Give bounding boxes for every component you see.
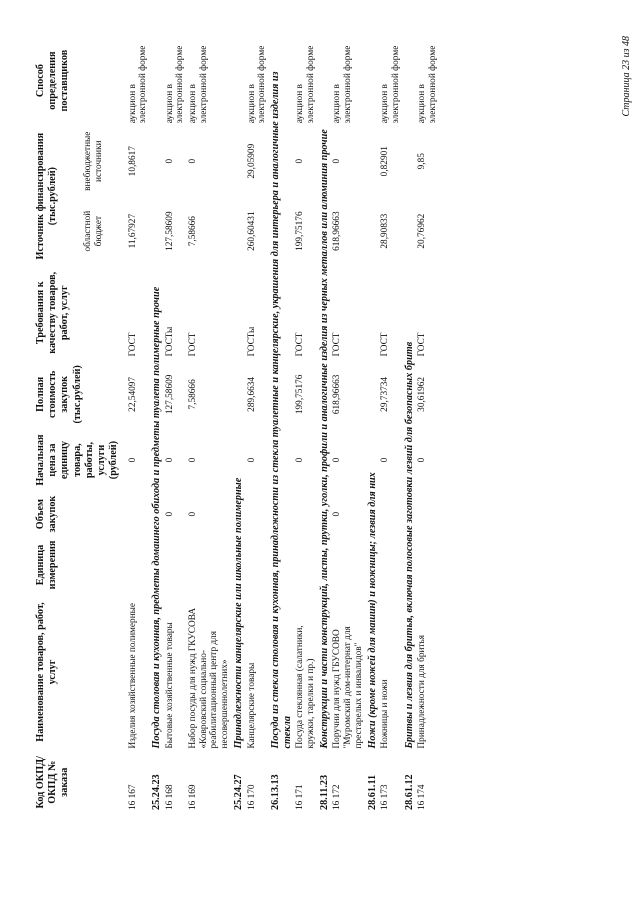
row-requirements: ГОСТ bbox=[127, 332, 138, 357]
row-extra: 0 bbox=[188, 158, 199, 164]
table-body bbox=[127, 35, 440, 813]
row-unit bbox=[187, 537, 232, 592]
group-name: Бритвы и лезвия для бритья, включая полосовые заготовки лезвий для безопасных бритв bbox=[403, 341, 415, 749]
row-requirements: ГОСТ bbox=[188, 332, 199, 357]
group-row bbox=[232, 35, 246, 813]
header-price: Начальная цена за единицу товара, работы, услуги (рублей) bbox=[35, 434, 120, 486]
group-code: 28.61.11 bbox=[366, 774, 378, 810]
row-extra: 0 bbox=[332, 158, 343, 164]
row-unit bbox=[164, 537, 187, 592]
row-unit bbox=[294, 537, 317, 592]
header-requirements: Требования к качеству товаров, работ, услуг bbox=[35, 271, 71, 354]
row-unit bbox=[379, 537, 402, 592]
row-volume bbox=[246, 491, 269, 538]
row-price: 0 bbox=[246, 457, 257, 463]
row-extra: 0 bbox=[164, 158, 175, 164]
header-unit: Единица измерения bbox=[35, 540, 59, 590]
row-total: 199,75176 bbox=[295, 374, 306, 415]
row-code: 16 174 bbox=[417, 784, 428, 810]
row-method: аукцион в электронной форме bbox=[295, 45, 317, 124]
group-row bbox=[403, 35, 417, 813]
header-source: Источник финансирования (тыс.рублей) bbox=[35, 132, 59, 260]
row-code: 16 168 bbox=[164, 784, 175, 810]
row-code: 16 167 bbox=[127, 784, 138, 810]
group-name: Принадлежности канцелярские или школьные полимерные bbox=[232, 477, 244, 749]
header-source-extra: внебюджетные источники bbox=[83, 131, 105, 191]
row-requirements: ГОСТ bbox=[332, 332, 343, 357]
table-row bbox=[379, 35, 402, 813]
row-unit bbox=[416, 537, 439, 592]
row-budget: 199,75176 bbox=[295, 211, 306, 251]
row-total: 29,73734 bbox=[380, 376, 391, 412]
row-volume bbox=[379, 491, 402, 538]
row-method: аукцион в электронной форме bbox=[246, 45, 268, 124]
table-header bbox=[34, 35, 127, 813]
row-total: 30,61962 bbox=[417, 376, 428, 412]
row-budget: 20,76962 bbox=[417, 213, 428, 249]
row-price: 0 bbox=[127, 457, 138, 463]
row-code: 16 171 bbox=[295, 784, 306, 810]
row-price: 0 bbox=[164, 457, 175, 463]
row-requirements: ГОСТы bbox=[164, 326, 175, 357]
row-method: аукцион в электронной форме bbox=[188, 45, 209, 124]
table-row bbox=[331, 35, 365, 813]
row-code: 16 172 bbox=[332, 784, 343, 810]
group-code: 25.24.27 bbox=[232, 774, 244, 810]
row-unit bbox=[246, 537, 269, 592]
row-volume: 0 bbox=[164, 511, 175, 517]
page-number: Страница 23 из 48 bbox=[621, 36, 632, 117]
group-name: Посуда столовая и кухонная, предметы домашнего обихода и предметы туалета полимерные прочие bbox=[151, 286, 163, 749]
row-name: Ножницы и ножи bbox=[380, 679, 391, 749]
row-extra: 0,82901 bbox=[380, 146, 391, 177]
row-volume bbox=[294, 491, 317, 538]
group-name: Ножи (кроме ножей для машин) и ножницы; лезвия для них bbox=[366, 472, 378, 749]
row-extra: 9,85 bbox=[417, 153, 428, 170]
group-code: 28.61.12 bbox=[403, 774, 415, 810]
row-name: Бытовые хозяйственные товары bbox=[164, 622, 175, 749]
row-name: Поручни для нужд ГБУСОВО "Муромский дом-интернат для престарелых и инвалидов" bbox=[332, 626, 364, 749]
row-volume bbox=[416, 491, 439, 538]
row-price: 0 bbox=[188, 457, 199, 463]
table-row bbox=[246, 35, 269, 813]
row-total: 289,6634 bbox=[246, 376, 257, 412]
row-total: 618,96663 bbox=[332, 374, 343, 415]
row-price: 0 bbox=[332, 457, 343, 463]
row-method: аукцион в электронной форме bbox=[127, 45, 149, 124]
row-name: Посуда стеклянная (салатники, кружки, тарелки и пр.) bbox=[295, 625, 317, 749]
group-row bbox=[150, 35, 164, 813]
group-name: Конструкции и части конструкций, листы, прутки, уголки, профили и аналогичные изделия из черных металлов или алюминия прочие bbox=[318, 129, 330, 749]
row-method: аукцион в электронной форме bbox=[380, 45, 401, 124]
group-code: 26.13.13 bbox=[269, 774, 281, 810]
row-price: 0 bbox=[295, 457, 306, 463]
row-price: 0 bbox=[417, 457, 428, 463]
group-code: 28.11.23 bbox=[318, 774, 330, 810]
row-budget: 7,58666 bbox=[188, 216, 199, 247]
header-volume: Объем закупок bbox=[35, 495, 59, 533]
header-name: Наименование товаров, работ, услуг bbox=[35, 602, 59, 742]
row-budget: 127,58609 bbox=[164, 211, 175, 251]
row-method: аукцион в электронной форме bbox=[164, 45, 186, 124]
group-row bbox=[269, 35, 294, 813]
header-method: Способ определения поставщиков bbox=[35, 49, 71, 112]
header-source-budget: областной бюджет bbox=[83, 210, 105, 252]
row-name: Принадлежности для бритья bbox=[417, 634, 428, 749]
row-total: 22,54097 bbox=[127, 376, 138, 412]
row-total: 7,58666 bbox=[188, 379, 199, 410]
row-unit bbox=[331, 537, 365, 592]
row-budget: 260,60431 bbox=[246, 211, 257, 251]
row-requirements: ГОСТы bbox=[246, 326, 257, 357]
header-code: Код ОКПД/ ОКПД № заказа bbox=[35, 756, 71, 809]
table-row bbox=[416, 35, 439, 813]
group-name: Посуда из стекла столовая и кухонная, принадлежности из стекла туалетные и канцелярские, украшения для интерьера и аналогичные изделия из стекла bbox=[269, 71, 293, 749]
row-budget: 11,67927 bbox=[127, 213, 138, 249]
row-volume: 0 bbox=[332, 511, 343, 517]
table-row bbox=[164, 35, 187, 813]
row-name: Набор посуды для нужд ГКУСОВА «Ковровский социально-реабилитационный центр для несовершеннолетних» bbox=[188, 607, 231, 749]
row-extra: 0 bbox=[295, 158, 306, 164]
procurement-table bbox=[34, 35, 440, 813]
row-unit bbox=[127, 537, 150, 592]
row-requirements: ГОСТ bbox=[380, 332, 391, 357]
table-row bbox=[127, 35, 150, 813]
row-budget: 28,90833 bbox=[380, 213, 391, 249]
group-row bbox=[366, 35, 380, 813]
row-name: Изделия хозяйственные полимерные bbox=[127, 602, 138, 749]
row-name: Канцелярские товары bbox=[246, 662, 257, 749]
row-method: аукцион в электронной форме bbox=[417, 45, 439, 124]
row-total: 127,58609 bbox=[164, 374, 175, 415]
row-price: 0 bbox=[380, 457, 391, 463]
row-requirements: ГОСТ bbox=[417, 332, 428, 357]
row-volume bbox=[127, 491, 150, 538]
row-requirements: ГОСТ bbox=[295, 332, 306, 357]
row-method: аукцион в электронной форме bbox=[332, 45, 354, 124]
row-code: 16 170 bbox=[246, 784, 257, 810]
row-volume: 0 bbox=[188, 511, 199, 517]
header-total: Полная стоимость закупок (тыс.рублей) bbox=[35, 365, 83, 424]
row-code: 16 173 bbox=[380, 784, 391, 810]
table-row bbox=[187, 35, 232, 813]
row-code: 16 169 bbox=[188, 784, 199, 810]
row-extra: 29,05909 bbox=[246, 143, 257, 179]
group-code: 25.24.23 bbox=[151, 774, 163, 810]
table-row bbox=[294, 35, 317, 813]
group-row bbox=[318, 35, 332, 813]
row-extra: 10,8617 bbox=[127, 146, 138, 177]
row-budget: 618,96663 bbox=[332, 211, 343, 251]
